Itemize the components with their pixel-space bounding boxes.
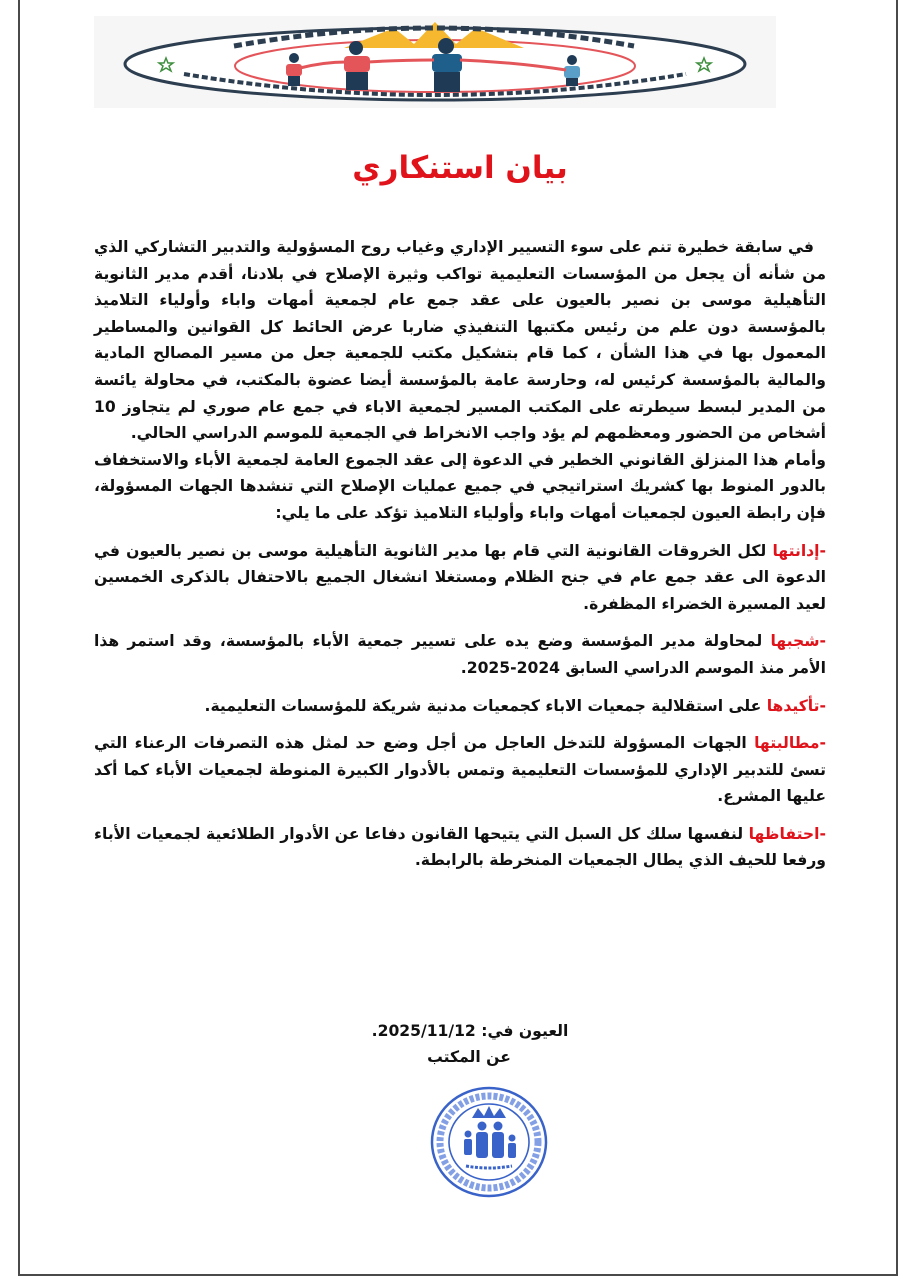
stamp-sun-icon bbox=[472, 1106, 506, 1118]
context-paragraph: وأمام هذا المنزلق القانوني الخطير في الدعوة إلى عقد الجموع العامة لجمعية الأباء والاستخفاف بالدور المنوط بها كشريك استراتيجي في جميع عمليات الإصلاح التي تنشدها الجهات المسؤولة، فإن رابطة العيون لجمعيات أمهات واباء وأولياء التلاميذ تؤكد على ما يلي: bbox=[94, 450, 826, 522]
stamp-graphic bbox=[428, 1084, 550, 1200]
place-date: العيون في: 2025/11/12. bbox=[371, 1022, 569, 1040]
document-title: بيان استنكاري bbox=[352, 150, 568, 186]
statement-item-reservation bbox=[94, 821, 826, 874]
statement-lead: -احتفاظها bbox=[748, 824, 826, 843]
statement-item-denouncement bbox=[94, 628, 826, 681]
statement-lead: -إدانتها bbox=[772, 541, 826, 560]
document-body bbox=[94, 234, 826, 874]
header-logo bbox=[94, 16, 776, 108]
signed-by: عن المكتب bbox=[427, 1048, 511, 1066]
statement-lead: -تأكيدها bbox=[766, 696, 826, 715]
statement-text: على استقلالية جمعيات الاباء كجمعيات مدنية شريكة للمؤسسات التعليمية. bbox=[204, 696, 767, 715]
statement-text: لمحاولة مدير المؤسسة وضع يده على تسيير جمعية الأباء بالمؤسسة، وقد استمر هذا الأمر منذ الموسم الدراسي السابق 2024-2025. bbox=[94, 632, 826, 677]
statement-text: لنفسها سلك كل السبل التي يتيحها القانون دفاعا عن الأدوار الطلائعية لجمعيات الأباء ورفعا للحيف الذي يطال الجمعيات المنخرطة بالرابطة. bbox=[94, 824, 826, 870]
stamp-family-icon bbox=[464, 1122, 516, 1159]
statement-item-affirmation bbox=[94, 693, 826, 720]
statement-item-demand bbox=[94, 730, 826, 810]
intro-paragraph: في سابقة خطيرة تنم على سوء التسيير الإداري وغياب روح المسؤولية والتدبير التشاركي الذي من شأنه أن يجعل من المؤسسات التعليمية تواكب وثيرة الإصلاح في بلادنا، أقدم مدير الثانوية التأهيلية موسى بن نصير بالعيون على عقد جمع عام لجمعية أمهات واباء وأولياء التلاميذ بالمؤسسة دون علم من رئيس مكتبها التنفيذي ضاربا عرض الحائط كل القوانين والمساطير المعمول بها في هذا الشأن ، كما قام بتشكيل مكتب للجمعية جعل من مسير المصالح المادية والمالية بالمؤسسة كرئيس له، وحارسة عامة بالمؤسسة أيضا عضوة بالمكتب، في محاولة يائسة من المدير لبسط سيطرته على المكتب المسير لجمعية الاباء في جمع عام صوري لم يتجاوز 10 أشخاص من الحضور ومعظمهم لم يؤد واجب الانخراط في الجمعية للموسم الدراسي الحالي. bbox=[94, 238, 826, 443]
statement-lead: -مطالبتها bbox=[754, 734, 826, 753]
association-logo-graphic bbox=[94, 16, 776, 108]
statement-lead: -شجبها bbox=[770, 632, 826, 651]
stamp-acronym-lettering bbox=[466, 1166, 512, 1168]
official-stamp bbox=[428, 1084, 550, 1200]
statement-text: لكل الخروقات القانونية التي قام بها مدير الثانوية التأهيلية موسى بن نصير بالعيون في الدعوة الى عقد جمع عام في جنح الظلام ومستغلا انشغال الجميع بالاحتفال بالذكرى الخمسين لعيد المسيرة الخضراء المظفرة. bbox=[94, 541, 826, 613]
statement-text: الجهات المسؤولة للتدخل العاجل من أجل وضع حد لمثل هذه التصرفات الرعناء التي تسئ للتدبير الإداري للمؤسسات التعليمية وتمس بالأدوار الكبيرة المنوطة لجمعيات الأباء كما أكد عليها المشرع. bbox=[94, 734, 826, 806]
statement-item-condemnation bbox=[94, 538, 826, 618]
signature-block bbox=[0, 1018, 920, 1070]
